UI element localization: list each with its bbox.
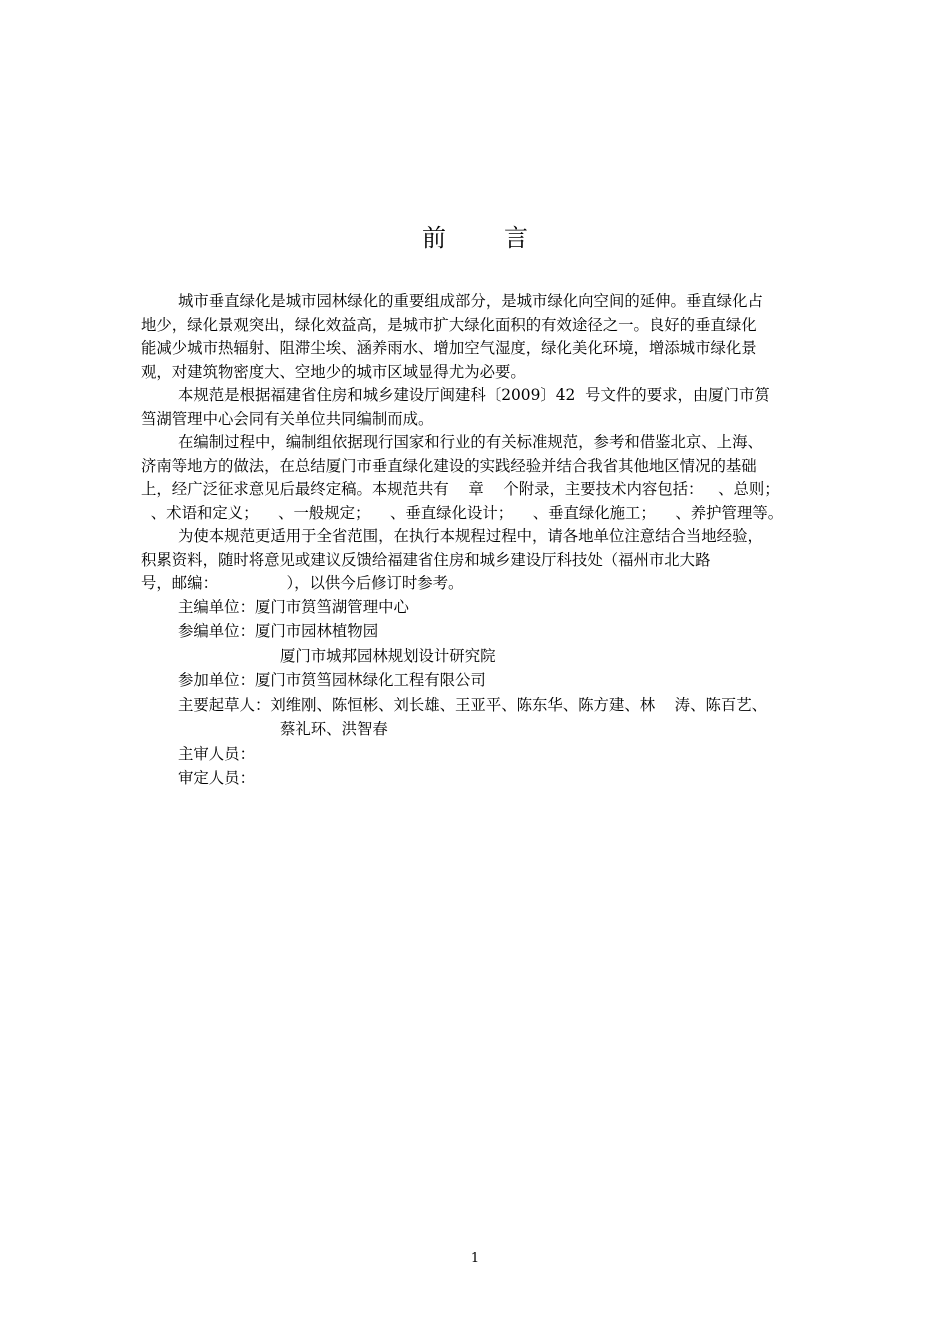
paragraph-line: 为使本规范更适用于全省范围，在执行本规程过程中，请各地单位注意结合当地经验， <box>178 527 763 545</box>
page-title <box>0 218 950 253</box>
paragraph-line: 城市垂直绿化是城市园林绿化的重要组成部分，是城市绿化向空间的延伸。垂直绿化占 <box>178 292 763 310</box>
paragraph-line: 济南等地方的做法，在总结厦门市垂直绿化建设的实践经验并结合我省其他地区情况的基础 <box>141 456 757 475</box>
joining-unit: 参加单位：厦门市筼筜园林绿化工程有限公司 <box>178 671 486 689</box>
paragraph-line: 能减少城市热辐射、阻滞尘埃、涵养雨水、增加空气湿度，绿化美化环境，增添城市绿化景 <box>141 339 757 357</box>
paragraph-line: 、术语和定义； 、一般规定； 、垂直绿化设计； 、垂直绿化施工； 、养护管理等。 <box>141 503 784 522</box>
paragraph-1 <box>141 290 809 384</box>
approvers: 审定人员： <box>178 769 255 787</box>
chief-reviewers: 主审人员： <box>178 744 255 763</box>
paragraph-line: 筜湖管理中心会同有关单位共同编制而成。 <box>141 409 434 428</box>
paragraph-3 <box>141 431 809 525</box>
paragraph-line: 积累资料，随时将意见或建议反馈给福建省住房和城乡建设厅科技处（福州市北大路 <box>141 550 711 569</box>
paragraph-line: 地少，绿化景观突出，绿化效益高，是城市扩大绿化面积的有效途径之一。良好的垂直绿化 <box>141 315 757 334</box>
paragraph-line: 上，经广泛征求意见后最终定稿。本规范共有 章 个附录，主要技术内容包括： 、总则； <box>141 480 780 498</box>
paragraph-line: 观，对建筑物密度大、空地少的城市区域显得尤为必要。 <box>141 362 526 381</box>
paragraph-4 <box>141 525 809 596</box>
participating-unit: 参编单位：厦门市园林植物园 <box>178 622 379 640</box>
main-drafters: 主要起草人：刘维刚、陈恒彬、刘长雄、王亚平、陈东华、陈方建、林 涛、陈百艺、 <box>178 695 768 714</box>
chief-editor-unit: 主编单位：厦门市筼筜湖管理中心 <box>178 597 409 616</box>
preface-body <box>141 290 809 792</box>
credits-block <box>141 596 809 792</box>
paragraph-line: 号，邮编： ），以供今后修订时参考。 <box>141 574 464 592</box>
paragraph-2 <box>141 384 809 431</box>
main-drafters-continued: 蔡礼环、洪智春 <box>280 720 388 738</box>
paragraph-line: 本规范是根据福建省住房和城乡建设厅闽建科〔2009〕42 号文件的要求，由厦门市筼 <box>178 386 770 404</box>
page-number: 1 <box>470 1251 480 1266</box>
paragraph-line: 在编制过程中，编制组依据现行国家和行业的有关标准规范，参考和借鉴北京、上海、 <box>178 433 763 451</box>
title-char-1: 前 <box>422 224 446 252</box>
participating-unit-continued: 厦门市城邦园林规划设计研究院 <box>280 646 496 665</box>
title-char-2: 言 <box>504 224 528 252</box>
